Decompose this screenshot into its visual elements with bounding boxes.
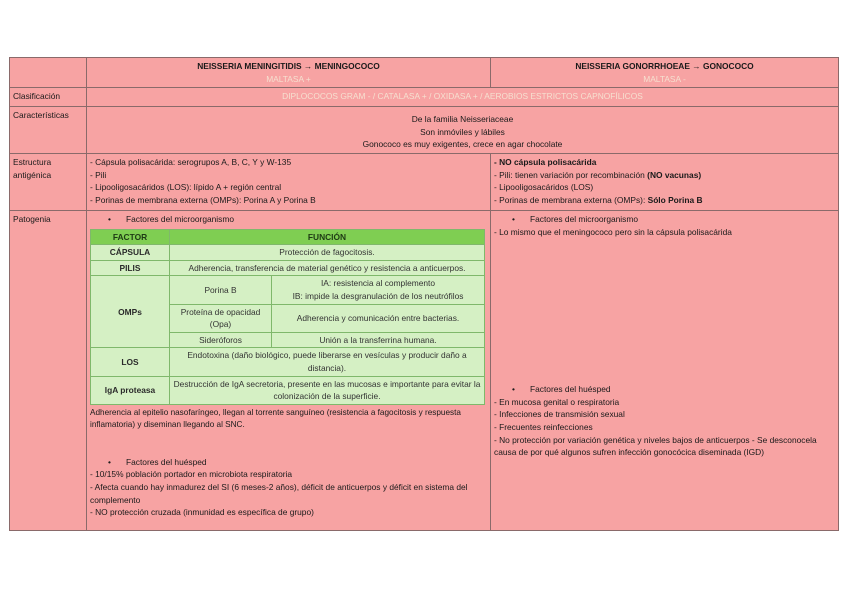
micro-factors-bullet: • Factores del microorganismo	[494, 213, 835, 226]
factor-key: LOS	[91, 348, 170, 376]
factor-row	[91, 260, 485, 276]
patogenia-left	[87, 210, 491, 530]
factor-value: Endotoxina (daño biológico, puede liberarse en vesículas y producir daño a distancia).	[170, 348, 485, 376]
factor-key: OMPs	[91, 276, 170, 348]
host-line: - NO protección cruzada (inmunidad es específica de grupo)	[90, 507, 314, 518]
factor-value: Unión a la transferrina humana.	[272, 332, 485, 348]
clasificacion-value: DIPLOCOCOS GRAM - / CATALASA + / OXIDASA + / AEROBIOS ESTRICTOS CAPNOFÍLICOS	[87, 88, 839, 107]
factor-row	[91, 245, 485, 261]
factor-value: Adherencia, transferencia de material genético y resistencia a anticuerpos.	[170, 260, 485, 276]
factor-subkey: Sideróforos	[170, 332, 272, 348]
header-row	[10, 58, 839, 88]
estructura-right	[491, 153, 839, 210]
caracteristicas-label: Características	[10, 107, 87, 154]
factor-key: PILIS	[91, 260, 170, 276]
porinas-text: - Porinas de membrana externa (OMPs):	[494, 194, 648, 205]
micro-line: - Lo mismo que el meningococo pero sin la cápsula polisacárida	[494, 226, 732, 237]
funcion-header: FUNCIÓN	[170, 229, 485, 245]
factor-row	[91, 276, 485, 304]
factor-value: Protección de fagocitosis.	[170, 245, 485, 261]
host-line: - Afecta cuando hay inmadurez del SI (6 meses-2 años), déficit de anticuerpos y déficit en sistema del complemento	[90, 482, 468, 505]
porina-b-line: IA: resistencia al complemento	[320, 278, 436, 289]
factor-header: FACTOR	[91, 229, 170, 245]
right-maltasa: MALTASA -	[643, 73, 686, 84]
factor-value	[272, 276, 485, 304]
iga-line: Destrucción de IgA secretoria, presente en las mucosas e importante para evitar la	[173, 378, 481, 389]
caracteristicas-row	[10, 107, 839, 154]
pili-no-vacunas: (NO vacunas)	[647, 169, 702, 180]
factor-subkey: Porina B	[170, 276, 272, 304]
micro-factors-bullet: • Factores del microorganismo	[90, 213, 487, 226]
comparison-table	[9, 57, 839, 531]
host-line: - En mucosa genital o respiratoria	[494, 396, 620, 407]
factor-subkey: Proteína de opacidad (Opa)	[170, 304, 272, 332]
estructura-left-line: - Cápsula polisacárida: serogrupos A, B, C, Y y W-135	[90, 156, 292, 167]
factor-key: IgA proteasa	[91, 376, 170, 404]
caracteristicas-line: Son inmóviles y lábiles	[420, 126, 505, 137]
comparison-sheet	[9, 57, 838, 533]
factor-table-header	[91, 229, 485, 245]
host-factors-bullet: • Factores del huésped	[90, 456, 487, 469]
caracteristicas-line: Gonococo es muy exigentes, crece en agar chocolate	[362, 139, 563, 150]
factor-key: CÁPSULA	[91, 245, 170, 261]
estructura-right-line	[494, 169, 835, 182]
patogenia-right	[491, 210, 839, 530]
clasificacion-label: Clasificación	[10, 88, 87, 107]
host-line: - No protección por variación genética y niveles bajos de anticuerpos - Se desconocela causa de por qué algunos sufren infección gonocócica diseminada (IGD)	[494, 434, 817, 458]
spacer	[90, 432, 487, 444]
host-line: - 10/15% población portador en microbiota respiratoria	[90, 469, 293, 480]
spacer	[90, 444, 487, 456]
left-species-title: NEISSERIA MENINGITIDIS → MENINGOCOCO	[197, 61, 380, 71]
host-line: - Frecuentes reinfecciones	[494, 421, 593, 432]
factor-value	[170, 376, 485, 404]
factor-row	[91, 376, 485, 404]
porina-b-line: IB: impide la desgranulación de los neutrófilos	[292, 290, 464, 301]
host-line: - Infecciones de transmisión sexual	[494, 409, 625, 420]
estructura-label: Estructura antigénica	[10, 153, 87, 210]
left-maltasa: MALTASA +	[266, 73, 311, 84]
factor-table	[90, 229, 485, 405]
factor-value: Adherencia y comunicación entre bacterias.	[272, 304, 485, 332]
estructura-right-line: - NO cápsula polisacárida	[494, 156, 597, 167]
header-left-cell	[87, 58, 491, 88]
estructura-right-line	[494, 194, 835, 207]
adherencia-text: Adherencia al epitelio nasofaríngeo, llegan al torrente sanguíneo (resistencia a fagocitosis y respuesta inflamatoria) y diseminan llegando al SNC.	[90, 407, 461, 430]
estructura-left-line: - Porinas de membrana externa (OMPs): Porina A y Porina B	[90, 194, 316, 205]
factor-row	[91, 348, 485, 376]
header-corner-cell	[10, 58, 87, 88]
host-factors-bullet: • Factores del huésped	[494, 383, 835, 396]
iga-line: colonización de la superficie.	[273, 391, 381, 402]
spacer	[494, 238, 835, 383]
header-right-cell	[491, 58, 839, 88]
estructura-left-line: - Pili	[90, 169, 107, 180]
caracteristicas-value	[87, 107, 839, 154]
solo-porina-b: Sólo Porina B	[647, 194, 703, 205]
estructura-row	[10, 153, 839, 210]
estructura-left-line: - Lipooligosacáridos (LOS): lípido A + región central	[90, 182, 282, 193]
patogenia-row	[10, 210, 839, 530]
clasificacion-row	[10, 88, 839, 107]
estructura-left	[87, 153, 491, 210]
caracteristicas-line: De la familia Neisseriaceae	[411, 114, 514, 125]
right-species-title: NEISSERIA GONORRHOEAE → GONOCOCO	[575, 61, 754, 71]
pili-text: - Pili: tienen variación por recombinación	[494, 169, 648, 180]
patogenia-label: Patogenia	[10, 210, 87, 530]
estructura-right-line: - Lipooligosacáridos (LOS)	[494, 182, 594, 193]
